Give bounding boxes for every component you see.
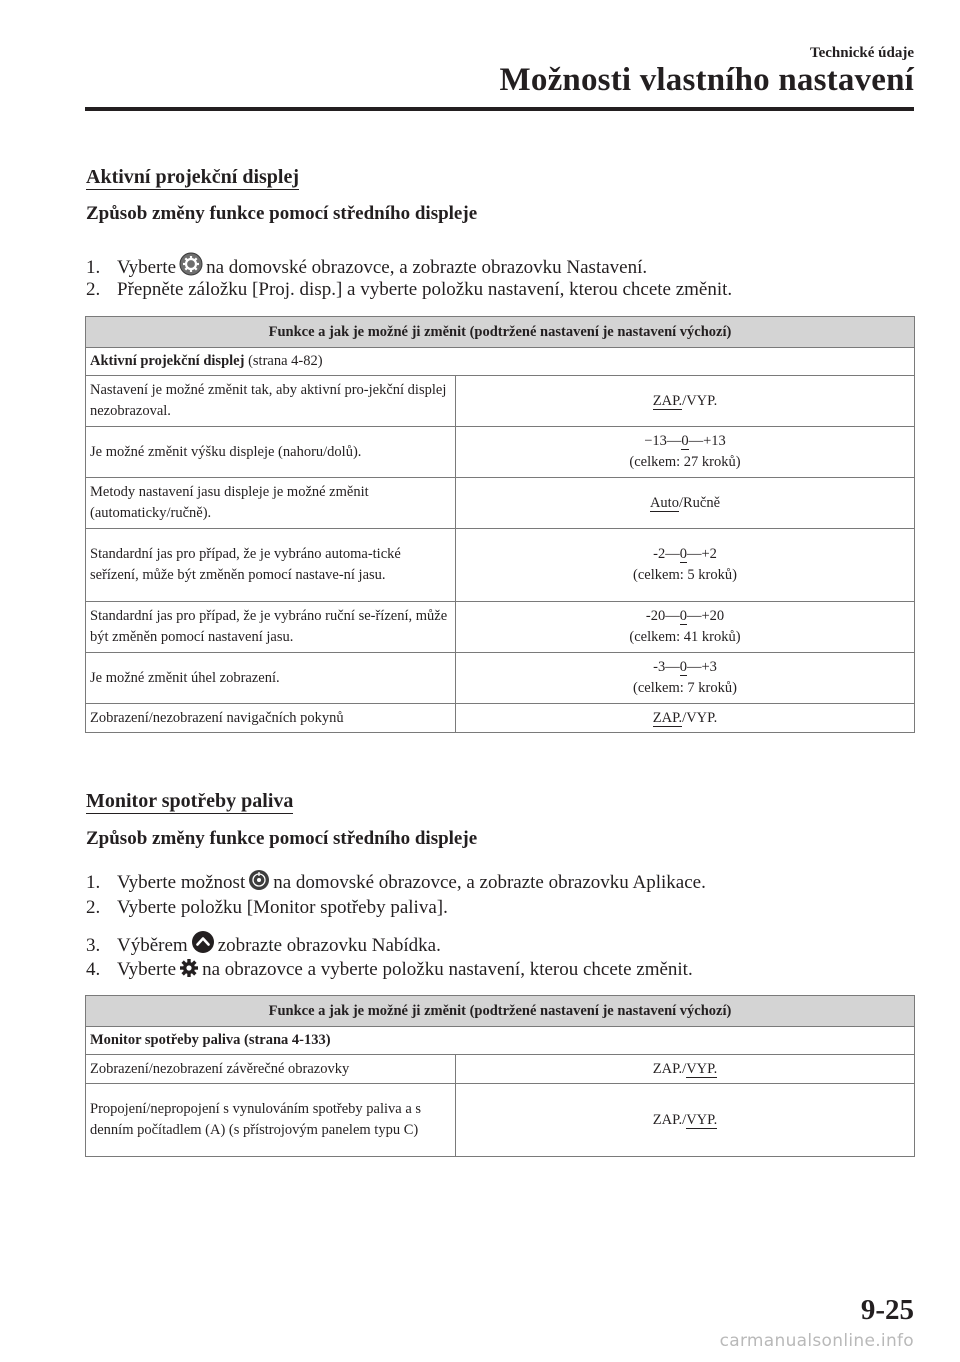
page-number: 9-25 — [860, 1294, 914, 1326]
section-subtitle-fuel-monitor: Způsob změny funkce pomocí středního displeje — [86, 828, 478, 849]
step-item: 2. Přepněte záložku [Proj. disp.] a vyberte položku nastavení, kterou chcete změnit. — [86, 279, 733, 300]
step-item: 3. Výběrem zobrazte obrazovku Nabídka. — [86, 930, 441, 960]
step-item: 4. Vyberte na obrazovce a vyberte položku nastavení, kterou chcete změnit. — [86, 958, 693, 984]
page-title: Možnosti vlastního nastavení — [499, 62, 914, 98]
header-section-label: Technické údaje — [809, 45, 914, 61]
table-row: Standardní jas pro případ, že je vybráno ruční se-řízení, může být změněn pomocí nastavení jasu. -20—0—+20 (celkem: 41 kroků) — [86, 602, 915, 653]
watermark: carmanualsonline.info — [719, 1331, 914, 1351]
table-row: Standardní jas pro případ, že je vybráno automa-tické seřízení, může být změněn pomocí nastave-ní jasu. -2—0—+2 (celkem: 5 kroků) — [86, 529, 915, 602]
step-item: 1. Vyberte možnost na domovské obrazovce, a zobrazte obrazovku Aplikace. — [86, 869, 706, 897]
gear-icon — [179, 958, 199, 984]
settings-table-hud — [85, 316, 915, 733]
table-header: Funkce a jak je možné ji změnit (podtržené nastavení je nastavení výchozí) — [86, 317, 915, 348]
header-rule — [85, 107, 914, 111]
table-row: Je možné změnit úhel zobrazení. -3—0—+3 (celkem: 7 kroků) — [86, 653, 915, 704]
table-row: Je možné změnit výšku displeje (nahoru/dolů). −13—0—+13 (celkem: 27 kroků) — [86, 427, 915, 478]
step-item: 2. Vyberte položku [Monitor spotřeby paliva]. — [86, 897, 448, 918]
section-title-fuel-monitor: Monitor spotřeby paliva — [86, 790, 294, 812]
table-group-row: Aktivní projekční displej (strana 4-82) — [86, 348, 915, 376]
section-title-hud: Aktivní projekční displej — [86, 166, 299, 188]
gear-circle-icon — [179, 252, 203, 282]
table-row: Zobrazení/nezobrazení navigačních pokynů ZAP./VYP. — [86, 704, 915, 733]
apps-circle-icon — [248, 869, 270, 897]
chevron-up-circle-icon — [191, 930, 215, 960]
table-group-row: Monitor spotřeby paliva (strana 4-133) — [86, 1027, 915, 1055]
table-row: Metody nastavení jasu displeje je možné změnit (automaticky/ručně). Auto/Ručně — [86, 478, 915, 529]
table-header: Funkce a jak je možné ji změnit (podtržené nastavení je nastavení výchozí) — [86, 996, 915, 1027]
table-row: Zobrazení/nezobrazení závěrečné obrazovky ZAP./VYP. — [86, 1055, 915, 1084]
section-subtitle-hud: Způsob změny funkce pomocí středního displeje — [86, 203, 478, 224]
step-item: 1. Vyberte na domovské obrazovce, a zobrazte obrazovku Nastavení. — [86, 252, 647, 282]
table-row: Nastavení je možné změnit tak, aby aktivní pro-jekční displej nezobrazoval. ZAP./VYP. — [86, 376, 915, 427]
settings-table-fuel-monitor — [85, 995, 915, 1157]
table-row: Propojení/nepropojení s vynulováním spotřeby paliva a s denním počítadlem (A) (s přístrojovým panelem typu C) ZAP./VYP. — [86, 1084, 915, 1157]
